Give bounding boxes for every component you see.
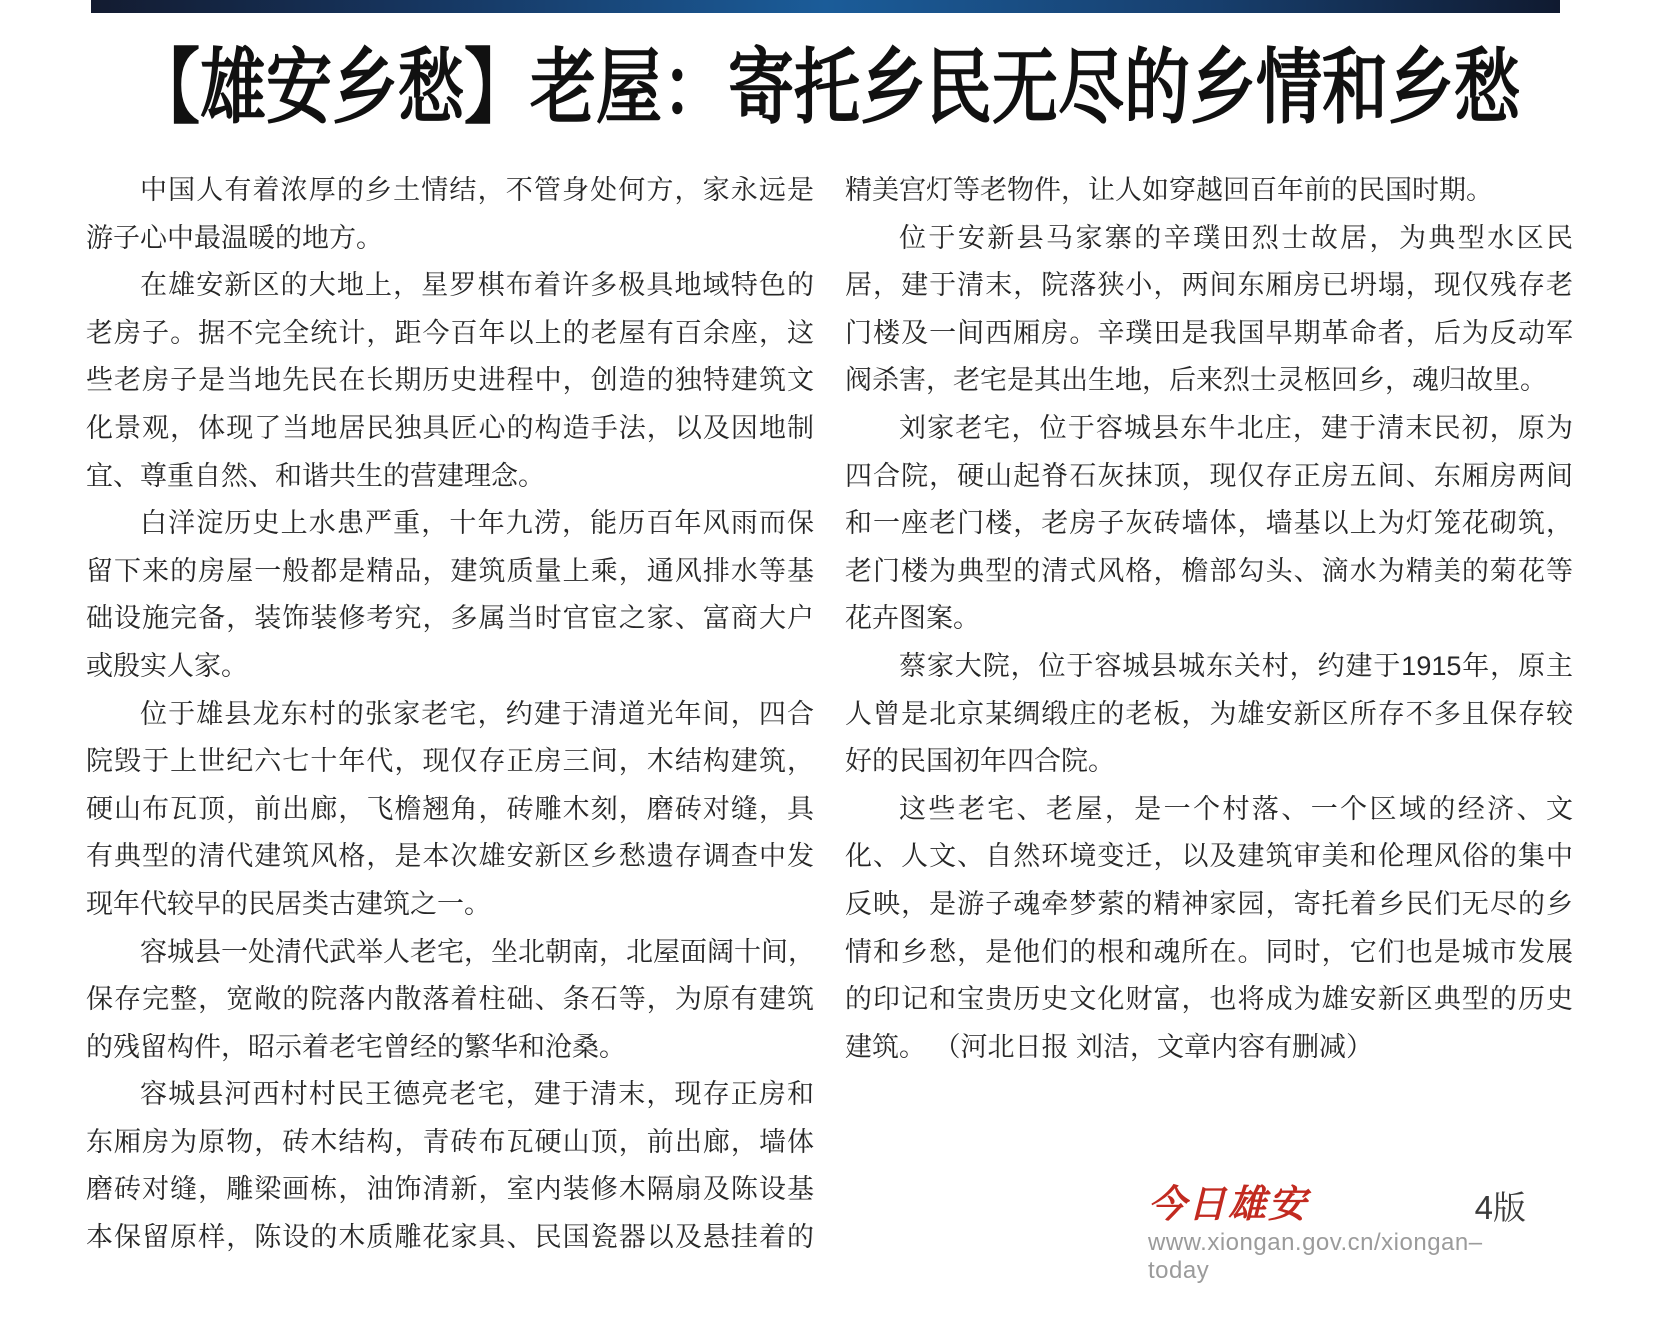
text-line: 保存完整，宽敞的院落内散落着柱础、条石等，为原有建筑 — [86, 984, 814, 1015]
text-line: 容城县河西村村民王德亮老宅，建于清末，现存正房和 — [140, 1079, 814, 1110]
text-line: 精美宫灯等老物件，让人如穿越回百年前的民国时期。 — [845, 175, 1493, 205]
text-line: 化、人文、自然环境变迁，以及建筑审美和伦理风俗的集中 — [845, 841, 1573, 872]
text-line: 有典型的清代建筑风格，是本次雄安新区乡愁遗存调查中发 — [86, 841, 814, 872]
text-line: 院毁于上世纪六七十年代，现仅存正房三间，木结构建筑， — [86, 746, 814, 777]
text-line: 现年代较早的民居类古建筑之一。 — [86, 888, 491, 919]
text-line: 容城县一处清代武举人老宅，坐北朝南，北屋面阔十间， — [140, 936, 815, 967]
text-line: 和一座老门楼，老房子灰砖墙体，墙基以上为灯笼花砌筑， — [845, 508, 1573, 539]
text-line: 硬山布瓦顶，前出廊，飞檐翘角，砖雕木刻，磨砖对缝，具 — [86, 793, 814, 824]
text-line: 阀杀害，老宅是其出生地，后来烈士灵柩回乡，魂归故里。 — [845, 365, 1547, 396]
article-title — [0, 34, 1654, 135]
text-line: 位于安新县马家寨的辛璞田烈士故居，为典型水区民 — [899, 222, 1573, 253]
text-line: 花卉图案。 — [845, 603, 980, 634]
text-line: 老门楼为典型的清式风格，檐部勾头、滴水为精美的菊花等 — [845, 555, 1573, 586]
text-line: 门楼及一间西厢房。辛璞田是我国早期革命者，后为反动军 — [845, 317, 1573, 348]
text-line: 留下来的房屋一般都是精品，建筑质量上乘，通风排水等基 — [86, 555, 814, 586]
top-gradient-bar — [91, 0, 1560, 13]
text-line: 居，建于清末，院落狭小，两间东厢房已坍塌，现仅残存老 — [845, 270, 1573, 301]
footer-url: www.xiongan.gov.cn/xiongan–today — [1148, 1229, 1483, 1284]
text-line: 游子心中最温暖的地方。 — [86, 222, 383, 253]
footer-masthead-row — [1148, 1180, 1526, 1224]
text-line: 人曾是北京某绸缎庄的老板，为雄安新区所存不多且保存较 — [845, 698, 1573, 729]
jinri-xiongan-logo: 今日雄安 — [1148, 1184, 1309, 1226]
text-line: 蔡家大院，位于容城县城东关村，约建于1915年，原主 — [899, 650, 1573, 681]
text-line: 四合院，硬山起脊石灰抹顶，现仅存正房五间、东厢房两间 — [845, 460, 1573, 491]
text-line: 好的民国初年四合院。 — [845, 746, 1115, 777]
page-number: 4版 — [1474, 1189, 1526, 1226]
text-line: 磨砖对缝，雕梁画栋，油饰清新，室内装修木隔扇及陈设基 — [86, 1174, 814, 1205]
text-line: 的残留构件，昭示着老宅曾经的繁华和沧桑。 — [86, 1031, 626, 1062]
text-line: 本保留原样，陈设的木质雕花家具、民国瓷器以及悬挂着的 — [86, 1222, 814, 1253]
text-line: 础设施完备，装饰装修考究，多属当时官宦之家、富商大户 — [86, 603, 814, 634]
text-line: 这些老宅、老屋，是一个村落、一个区域的经济、文 — [899, 793, 1573, 824]
text-line: 中国人有着浓厚的乡土情结，不管身处何方，家永远是 — [140, 175, 814, 205]
text-line: 建筑。 （河北日报 刘洁，文章内容有删减） — [845, 1031, 1374, 1062]
article-title-text: 【雄安乡愁】老屋：寄托乡民无尽的乡情和乡愁 — [134, 43, 1520, 135]
text-line: 或殷实人家。 — [86, 650, 248, 681]
page-footer — [1148, 1180, 1526, 1285]
text-line: 白洋淀历史上水患严重，十年九涝，能历百年风雨而保 — [140, 508, 814, 539]
article-column-right — [845, 167, 1573, 1071]
text-line: 在雄安新区的大地上，星罗棋布着许多极具地域特色的 — [140, 270, 814, 301]
text-line: 些老房子是当地先民在长期历史进程中，创造的独特建筑文 — [86, 365, 814, 396]
text-line: 化景观，体现了当地居民独具匠心的构造手法，以及因地制 — [86, 412, 814, 443]
text-line: 的印记和宝贵历史文化财富，也将成为雄安新区典型的历史 — [845, 984, 1573, 1015]
text-line: 宜、尊重自然、和谐共生的营建理念。 — [86, 460, 545, 491]
text-line: 刘家老宅，位于容城县东牛北庄，建于清末民初，原为 — [899, 412, 1573, 443]
article-column-left — [86, 167, 814, 1262]
text-line: 反映，是游子魂牵梦萦的精神家园，寄托着乡民们无尽的乡 — [845, 888, 1573, 919]
text-line: 情和乡愁，是他们的根和魂所在。同时，它们也是城市发展 — [845, 936, 1573, 967]
text-line: 老房子。据不完全统计，距今百年以上的老屋有百余座，这 — [86, 317, 814, 348]
text-line: 东厢房为原物，砖木结构，青砖布瓦硬山顶，前出廊，墙体 — [86, 1126, 814, 1157]
text-line: 位于雄县龙东村的张家老宅，约建于清道光年间，四合 — [140, 698, 814, 729]
